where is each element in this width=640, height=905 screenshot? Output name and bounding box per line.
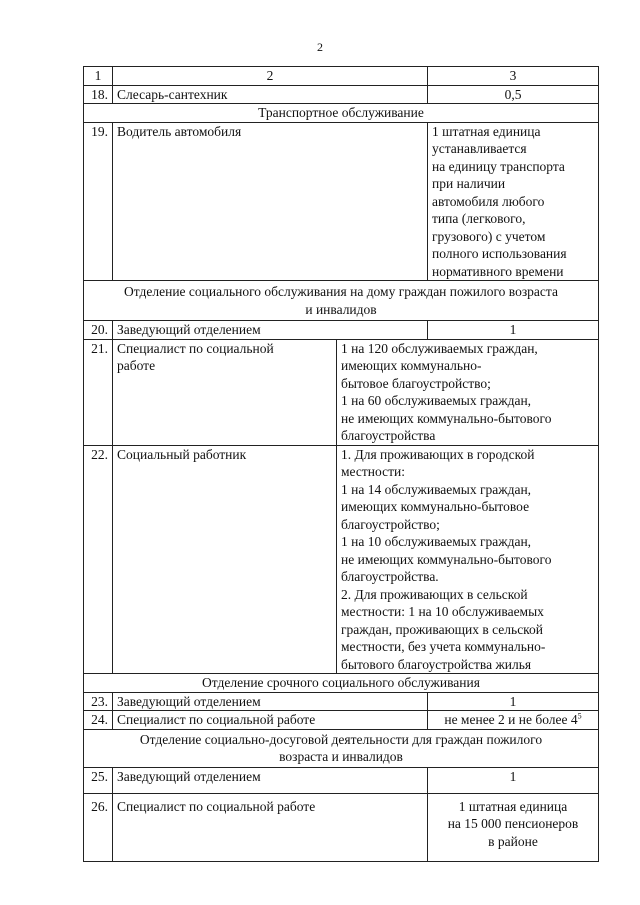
row-number: 24. bbox=[84, 711, 113, 730]
norm-line: автомобиля любого bbox=[432, 193, 545, 209]
norm-line: благоустройства bbox=[341, 428, 436, 443]
table-row bbox=[84, 692, 599, 711]
norm-line: 1 на 10 обслуживаемых граждан, bbox=[341, 534, 532, 549]
table-row bbox=[84, 339, 599, 445]
norm-line: типа (легкового, bbox=[432, 211, 526, 226]
table-row bbox=[84, 445, 599, 674]
row-number: 21. bbox=[84, 339, 113, 445]
norm-line: бытового благоустройства жилья bbox=[341, 656, 532, 672]
norm-line: бытовое благоустройство; bbox=[341, 375, 491, 391]
norm-line: 1. Для проживающих в городской bbox=[341, 446, 535, 462]
row-number: 20. bbox=[84, 321, 113, 340]
table-row bbox=[84, 767, 599, 793]
norm-line: при наличии bbox=[432, 176, 506, 191]
norm-cell bbox=[428, 711, 599, 730]
position-line: Специалист по социальной bbox=[117, 340, 274, 356]
norm-line: 1 на 120 обслуживаемых граждан, bbox=[341, 340, 538, 356]
table-row bbox=[84, 122, 599, 281]
norm-line: на единицу транспорта bbox=[432, 158, 565, 174]
header-col-1: 1 bbox=[84, 67, 113, 86]
position-cell: Специалист по социальной работе bbox=[113, 711, 428, 730]
section-title-leisure bbox=[84, 729, 599, 767]
position-line: работе bbox=[117, 358, 156, 373]
norm-line: граждан, проживающих в сельской bbox=[341, 621, 544, 637]
norm-cell bbox=[428, 793, 599, 861]
footnote-marker: 5 bbox=[577, 711, 582, 721]
norm-line: в районе bbox=[488, 833, 538, 849]
norm-line: местности: 1 на 10 обслуживаемых bbox=[341, 604, 544, 619]
row-number: 22. bbox=[84, 445, 113, 674]
norm-line: 1 на 14 обслуживаемых граждан, bbox=[341, 481, 532, 497]
section-line: Отделение социального обслуживания на дому граждан пожилого возраста bbox=[124, 284, 558, 299]
norm-line: местности: bbox=[341, 464, 405, 479]
norm-cell: 0,5 bbox=[428, 85, 599, 104]
norm-cell: 1 bbox=[428, 767, 599, 793]
section-title-home-service bbox=[84, 281, 599, 321]
section-row bbox=[84, 674, 599, 693]
norm-line: 1 на 60 обслуживаемых граждан, bbox=[341, 393, 532, 408]
norm-line: имеющих коммунально- bbox=[341, 358, 482, 373]
row-number: 18. bbox=[84, 85, 113, 104]
table-row bbox=[84, 711, 599, 730]
norm-line: местности, без учета коммунально- bbox=[341, 639, 546, 654]
norm-line: 1 штатная единица bbox=[458, 798, 568, 814]
norm-line: устанавливается bbox=[432, 141, 527, 156]
table-row bbox=[84, 793, 599, 861]
norm-cell bbox=[337, 445, 599, 674]
table-row bbox=[84, 85, 599, 104]
norm-text: не менее 2 и не более 4 bbox=[444, 712, 578, 727]
section-row bbox=[84, 729, 599, 767]
norm-line: не имеющих коммунально-бытового bbox=[341, 551, 552, 567]
section-row bbox=[84, 281, 599, 321]
table-row bbox=[84, 321, 599, 340]
position-cell: Специалист по социальной работе bbox=[113, 793, 428, 861]
position-cell: Заведующий отделением bbox=[113, 692, 428, 711]
norm-cell: 1 bbox=[428, 692, 599, 711]
norm-line: грузового) с учетом bbox=[432, 228, 546, 244]
norm-cell bbox=[428, 122, 599, 281]
page-number: 2 bbox=[317, 40, 323, 54]
position-cell: Социальный работник bbox=[113, 445, 337, 674]
section-line: Отделение социально-досуговой деятельности для граждан пожилого bbox=[139, 731, 543, 747]
position-cell: Слесарь-сантехник bbox=[113, 85, 428, 104]
header-col-3: 3 bbox=[428, 67, 599, 86]
section-line: и инвалидов bbox=[305, 301, 377, 317]
position-cell: Водитель автомобиля bbox=[113, 122, 428, 281]
norm-line: 1 штатная единица bbox=[432, 123, 541, 139]
norm-line: благоустройства. bbox=[341, 569, 439, 584]
section-title-urgent-service: Отделение срочного социального обслуживания bbox=[84, 674, 599, 693]
norm-line: благоустройство; bbox=[341, 516, 440, 532]
row-number: 25. bbox=[84, 767, 113, 793]
position-cell: Заведующий отделением bbox=[113, 321, 428, 340]
norm-line: полного использования bbox=[432, 246, 567, 261]
norm-line: имеющих коммунально-бытовое bbox=[341, 499, 530, 514]
table-header-row bbox=[84, 67, 599, 86]
staffing-table bbox=[83, 66, 599, 862]
section-line: возраста и инвалидов bbox=[279, 749, 403, 764]
norm-line: не имеющих коммунально-бытового bbox=[341, 410, 552, 426]
section-row bbox=[84, 104, 599, 123]
row-number: 26. bbox=[84, 793, 113, 861]
norm-line: на 15 000 пенсионеров bbox=[447, 816, 579, 831]
norm-cell bbox=[337, 339, 599, 445]
norm-line: 2. Для проживающих в сельской bbox=[341, 586, 528, 602]
norm-cell: 1 bbox=[428, 321, 599, 340]
row-number: 23. bbox=[84, 692, 113, 711]
section-title-transport: Транспортное обслуживание bbox=[84, 104, 599, 123]
header-col-2: 2 bbox=[113, 67, 428, 86]
norm-line: нормативного времени bbox=[432, 263, 564, 279]
position-cell bbox=[113, 339, 337, 445]
row-number: 19. bbox=[84, 122, 113, 281]
position-cell: Заведующий отделением bbox=[113, 767, 428, 793]
